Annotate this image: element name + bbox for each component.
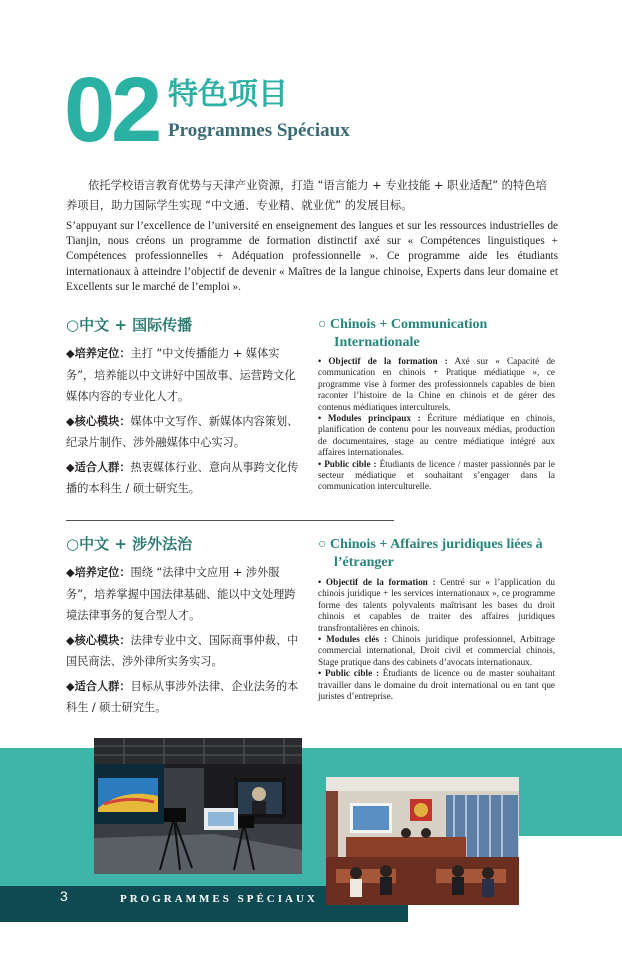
program1-title-fr-line2: Internationale xyxy=(334,335,420,350)
item-label: ◆适合人群： xyxy=(66,460,131,474)
program2-zh-item xyxy=(66,630,306,673)
program1-fr-item xyxy=(318,413,555,459)
item-text: Centré sur « l’application du chinois juridique + les services internationaux », ce programme forme des talents polyvalents maîtrisant les bases du droit chinois et capables de traiter des affaires juridiques transfrontalières en chinois. xyxy=(318,577,556,633)
circle-bullet-icon: ○ xyxy=(66,316,80,334)
section-divider xyxy=(66,520,394,521)
media-studio-illustration xyxy=(94,738,302,874)
page-title-fr: Programmes Spéciaux xyxy=(168,120,350,141)
item-text: Chinois juridique professionnel, Arbitrage commercial international, Droit civil et commercial chinois, Stage pratique dans des cabinets d’avocats internationaux. xyxy=(318,634,555,667)
intro-fr: S’appuyant sur l’excellence de l’université en enseignement des langues et sur les ressources industrielles de Tianjin, nous créons un programme de formation distinctif axé sur « Compétences linguistiques + Compétences professionnelles + Adéquation professionnelle ». Ce programme aide les étudiants internationaux à atteindre l’objectif de devenir « Maîtres de la langue chinoise, Experts dans leur domaine et Excellents sur le marché de l’emploi ». xyxy=(66,220,558,293)
footer-title: PROGRAMMES SPÉCIAUX xyxy=(120,893,318,905)
page-title-zh: 特色项目 xyxy=(168,77,288,112)
program2-title-fr-line2: l’étranger xyxy=(334,555,394,570)
program2-zh-item xyxy=(66,562,306,627)
section-number: 02 xyxy=(64,59,159,161)
program2-title-fr xyxy=(318,536,563,572)
circle-bullet-icon: ○ xyxy=(318,537,327,552)
program1-fr-item xyxy=(318,356,555,413)
circle-bullet-icon: ○ xyxy=(66,535,80,553)
item-text: Étudiants de licence / master passionnés par le secteur médiatique et souhaitant s’engager dans la communication interculturelle. xyxy=(318,458,555,492)
program1-body-fr xyxy=(318,356,555,493)
program2-fr-item xyxy=(318,668,555,702)
program2-body-zh xyxy=(66,562,306,722)
program1-body-zh xyxy=(66,343,306,503)
program2-body-fr xyxy=(318,577,555,702)
program1-title-fr xyxy=(318,316,558,352)
item-label: • Public cible : xyxy=(318,668,380,679)
item-label: ◆核心模块： xyxy=(66,633,131,647)
item-text: Axé sur « Capacité de communication en chinois + Pratique médiatique », ce programme vise à former des professionnels capables de bien raconter l’histoire de la Chine en chinois et de gérer des contenus médiatiques interculturels. xyxy=(318,356,556,412)
intro-zh: 依托学校语言教育优势与天津产业资源，打造 “语言能力 + 专业技能 + 职业适配” 的特色培养项目，助力国际学生实现 “中文通、专业精、就业优” 的发展目标。 xyxy=(66,179,547,212)
program1-zh-item xyxy=(66,343,306,408)
program2-title-zh-text: 中文 + 涉外法治 xyxy=(79,535,193,553)
program2-fr-item xyxy=(318,634,555,668)
item-text: Étudiants de licence ou de master souhaitant travailler dans le domaine du droit international ou en tant que juristes d’entreprise. xyxy=(318,668,555,702)
item-text: 媒体中文写作、新媒体内容策划、纪录片制作、涉外融媒体中心实习。 xyxy=(66,414,299,449)
item-label: ◆培养定位： xyxy=(66,347,131,360)
media-studio-photo xyxy=(94,738,302,874)
item-label: • Modules principaux : xyxy=(318,413,421,424)
item-label: • Objectif de la formation : xyxy=(318,356,448,366)
moot-court-photo xyxy=(326,777,519,905)
program1-title-zh-text: 中文 + 国际传播 xyxy=(79,316,193,334)
program1-zh-item xyxy=(66,457,306,500)
item-label: ◆适合人群： xyxy=(66,679,131,693)
program1-zh-item xyxy=(66,411,306,454)
item-text: Écriture médiatique en chinois, planification de contenu pour les nouveaux médias, production de documentaires, stage au centre médiatique intégré aux affaires internationales. xyxy=(318,413,555,458)
program2-title-fr-line1: Chinois + Affaires juridiques liées à xyxy=(329,537,543,552)
item-label: • Modules clés : xyxy=(318,634,388,645)
item-label: • Objectif de la formation : xyxy=(318,577,436,587)
item-text: 围绕 “法律中文应用 + 涉外服务”，培养掌握中国法律基础、能以中文处理跨境法律事务的复合型人才。 xyxy=(66,566,296,622)
program1-fr-item xyxy=(318,459,555,493)
moot-court-illustration xyxy=(326,777,519,905)
circle-bullet-icon: ○ xyxy=(318,317,327,332)
item-text: 目标从事涉外法律、企业法务的本科生 / 硕士研究生。 xyxy=(66,679,299,714)
item-label: • Public cible : xyxy=(318,458,377,469)
program1-title-fr-line1: Chinois + Communication xyxy=(329,317,488,332)
item-label: ◆培养定位： xyxy=(66,566,131,579)
program2-zh-item xyxy=(66,676,306,719)
program2-fr-item xyxy=(318,577,555,634)
item-label: ◆核心模块： xyxy=(66,414,131,428)
item-text: 法律专业中文、国际商事仲裁、中国民商法、涉外律所实务实习。 xyxy=(66,633,299,668)
item-text: 热衷媒体行业、意向从事跨文化传播的本科生 / 硕士研究生。 xyxy=(66,460,299,495)
item-text: 主打 “中文传播能力 + 媒体实务”，培养能以中文讲好中国故事、运营跨文化媒体内容的专业化人才。 xyxy=(66,347,296,403)
program1-title-zh xyxy=(66,315,192,335)
page-number: 3 xyxy=(60,888,68,904)
program2-title-zh xyxy=(66,534,192,554)
